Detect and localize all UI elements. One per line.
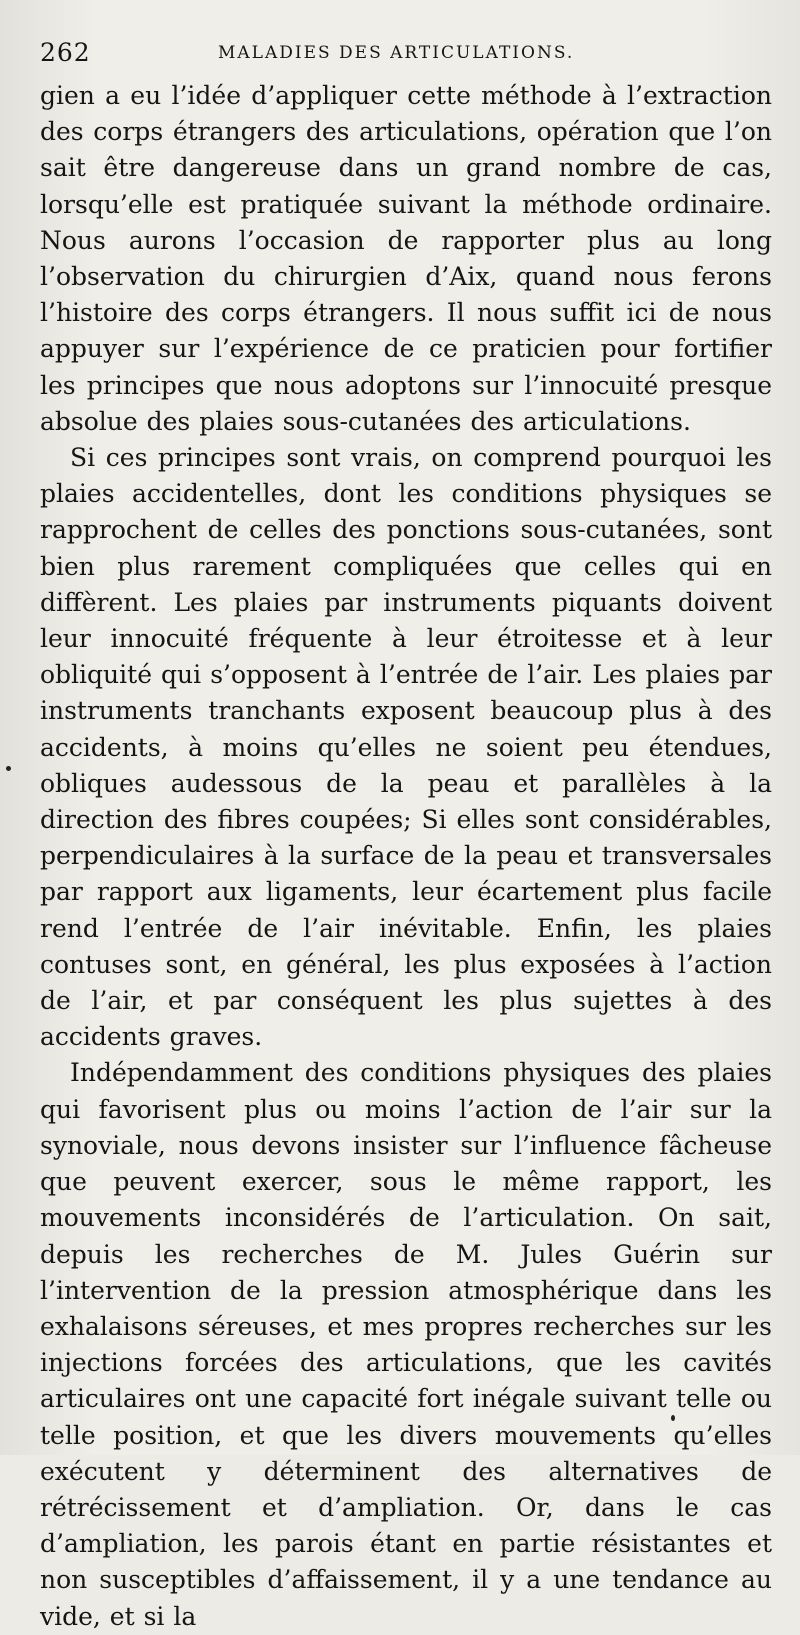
ink-speck: [671, 1415, 675, 1421]
paragraph-2: Si ces principes sont vrais, on comprend pourquoi les plaies accidentelles, dont les conditions physiques se rapprochent de celles des ponctions sous-cutanées, sont bien plus rarement compliquées que celles qui en diffèrent. Les plaies par instruments piquants doivent leur innocuité fréquente à leur étroitesse et à leur obliquité qui s’opposent à l’entrée de l’air. Les plaies par instruments tranchants exposent beaucoup plus à des accidents, à moins qu’elles ne soient peu étendues, obliques audessous de la peau et parallèles à la direction des fibres coupées; Si elles sont considérables, perpendiculaires à la surface de la peau et transversales par rapport aux ligaments, leur écartement plus facile rend l’entrée de l’air inévitable. Enfin, les plaies contuses sont, en général, les plus exposées à l’action de l’air, et par conséquent les plus sujettes à des accidents graves.: [40, 443, 772, 1052]
running-head: MALADIES DES ARTICULATIONS.: [218, 43, 575, 63]
body-text: [40, 78, 772, 1635]
paragraph-1: gien a eu l’idée d’appliquer cette méthode à l’extraction des corps étrangers des articulations, opération que l’on sait être dangereuse dans un grand nombre de cas, lorsqu’elle est pratiquée suivant la méthode ordinaire. Nous aurons l’occasion de rapporter plus au long l’observation du chirurgien d’Aix, quand nous ferons l’histoire des corps étrangers. Il nous suffit ici de nous appuyer sur l’expérience de ce praticien pour fortifier les principes que nous adoptons sur l’innocuité presque absolue des plaies sous-cutanées des articulations.: [40, 81, 772, 436]
paragraph-3: Indépendamment des conditions physiques des plaies qui favorisent plus ou moins l’action de l’air sur la synoviale, nous devons insister sur l’influence fâcheuse que peuvent exercer, sous le même rapport, les mouvements inconsidérés de l’articulation. On sait, depuis les recherches de M. Jules Guérin sur l’intervention de la pression atmosphérique dans les exhalaisons séreuses, et mes propres recherches sur les injections forcées des articulations, que les cavités articulaires ont une capacité fort inégale suivant telle ou telle position, et que les divers mouvements qu’elles exécutent y déterminent des alternatives de rétrécissement et d’ampliation. Or, dans le cas d’ampliation, les parois étant en partie résistantes et non susceptibles d’affaissement, il y a une tendance au vide, et si la: [40, 1058, 772, 1631]
margin-speck: [6, 766, 11, 771]
page-header: [40, 30, 772, 78]
page-number: 262: [40, 38, 91, 67]
